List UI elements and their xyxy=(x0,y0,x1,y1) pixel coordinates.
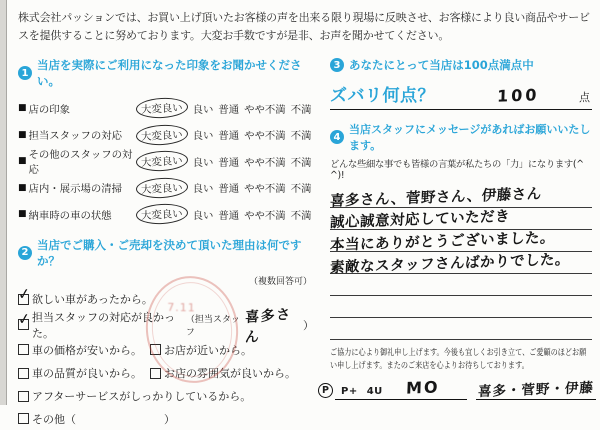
checkbox-item xyxy=(150,342,252,358)
section3-number-badge: 3 xyxy=(330,58,344,72)
checkbox-unchecked xyxy=(150,344,161,355)
score-row xyxy=(330,76,592,110)
square-bullet-icon: ■ xyxy=(18,209,27,220)
rating-row xyxy=(18,201,314,228)
rating-option: 良い xyxy=(192,209,214,222)
left-column xyxy=(18,57,314,430)
checkbox-item xyxy=(18,365,150,381)
rating-label: 納車時の車の状態 xyxy=(28,209,112,222)
code-4u: 4U xyxy=(366,385,383,397)
rating-option: やや不満 xyxy=(244,130,286,143)
rating-option: 不満 xyxy=(290,130,312,143)
section1-number-badge: 1 xyxy=(18,66,32,80)
thanks-text xyxy=(330,347,592,373)
code-handwritten: MO xyxy=(405,376,440,398)
square-bullet-icon: ■ xyxy=(18,103,27,114)
rating-option-excellent-circled: 大変良い xyxy=(136,176,189,199)
checkmark-icon: ✓ xyxy=(16,309,32,329)
rating-option: 普通 xyxy=(218,183,240,196)
checkbox-label: お店が近いから。 xyxy=(164,343,252,357)
section3-header xyxy=(330,57,592,73)
right-column xyxy=(322,57,595,400)
multi-answer-note: （複数回答可） xyxy=(248,276,312,287)
message-line xyxy=(329,251,592,277)
checkbox-unchecked xyxy=(18,391,29,402)
rating-option: 不満 xyxy=(290,103,312,116)
score-value-handwritten: 100 xyxy=(496,85,540,106)
rating-row xyxy=(18,95,314,122)
checkbox-label: 車の品質が良いから。 xyxy=(32,367,142,381)
section3-title: あなたにとって当店は100点満点中 xyxy=(349,58,534,72)
checkbox-unchecked xyxy=(150,368,161,379)
rating-row xyxy=(18,122,314,149)
message-text-handwritten: 喜多さん、菅野さん、伊藤さん xyxy=(329,186,542,210)
checkbox-item xyxy=(150,365,296,381)
staff-signature-group xyxy=(476,378,596,400)
message-area xyxy=(330,186,592,340)
checkmark-icon: ✓ xyxy=(16,283,32,304)
section1-header xyxy=(18,57,314,89)
checkbox-unchecked xyxy=(18,413,29,424)
message-line xyxy=(330,186,592,208)
staff-paren-open: （担当スタッフ xyxy=(185,314,240,338)
rating-option: 良い xyxy=(192,183,214,196)
section4-subtitle: どんな些細な事でも皆様の言葉が私たちの「力」になります(^ ^)! xyxy=(330,159,584,181)
score-question: ズバリ何点？ xyxy=(330,86,435,106)
rating-option: 不満 xyxy=(290,156,312,169)
section2-title: 当店でご購入・ご売却を決めて頂いた理由は何ですか？ xyxy=(37,237,302,268)
footer-code-group xyxy=(335,378,467,400)
square-bullet-icon: ■ xyxy=(18,129,27,140)
checkbox-item xyxy=(18,408,314,430)
checkbox-item xyxy=(18,385,314,408)
section1-title: 当店を実際にご利用になった印象をお聞かせください。 xyxy=(37,58,302,88)
rating-option: やや不満 xyxy=(244,183,286,196)
rating-option: やや不満 xyxy=(244,209,286,222)
square-bullet-icon: ■ xyxy=(18,156,27,167)
section4-number-badge: 4 xyxy=(330,130,344,144)
rating-option: 普通 xyxy=(218,209,240,222)
rating-row xyxy=(18,148,314,175)
rating-option: 普通 xyxy=(218,103,240,116)
rating-option-excellent-circled: 大変良い xyxy=(136,97,189,120)
rating-option: 不満 xyxy=(290,183,312,196)
rating-row xyxy=(18,175,314,202)
message-text-handwritten: 誠心誠意対応していただき xyxy=(329,208,511,232)
left-scan-edge xyxy=(0,0,7,405)
checkbox-unchecked xyxy=(18,368,29,379)
score-unit: 点 xyxy=(579,91,590,104)
rating-label: その他のスタッフの対応 xyxy=(28,149,133,177)
staff-paren-close: ） xyxy=(303,318,314,332)
checkbox-label: お店の雰囲気が良いから。 xyxy=(164,367,296,381)
rating-option: 良い xyxy=(192,156,214,169)
checkbox-item xyxy=(18,342,150,358)
checkbox-label: 担当スタッフの対応が良かった。 xyxy=(32,310,175,340)
message-line xyxy=(330,296,592,318)
checkbox-checked xyxy=(16,309,32,330)
rating-option: やや不満 xyxy=(244,156,286,169)
rating-label: 店内・展示場の清掃 xyxy=(28,183,123,196)
message-line xyxy=(330,318,592,340)
red-stamp-date: 7.11 xyxy=(167,300,196,315)
message-text-handwritten: 本当にありがとうございました。 xyxy=(329,230,556,254)
rating-option: 不満 xyxy=(290,209,312,222)
checkbox-label: アフターサービスがしっかりしているから。 xyxy=(32,390,252,404)
rating-option-excellent-circled: 大変良い xyxy=(136,150,189,173)
section2-header xyxy=(18,237,314,269)
rating-option: やや不満 xyxy=(244,103,286,116)
other-close-paren: ） xyxy=(164,412,175,426)
rating-label: 店の印象 xyxy=(28,103,71,116)
square-bullet-icon: ■ xyxy=(18,182,27,193)
checkbox-unchecked xyxy=(18,344,29,355)
rating-option: 良い xyxy=(192,103,214,116)
section4-title: 当店スタッフにメッセージがあればお願いいたします。 xyxy=(349,123,591,152)
code-p-plus: P+ xyxy=(341,385,358,397)
p-circle-mark: P xyxy=(318,383,333,398)
checkbox-checked xyxy=(16,283,32,305)
section4-header xyxy=(330,121,592,153)
rating-label: 担当スタッフの対応 xyxy=(28,130,123,143)
intro-text: 株式会社パッションでは、お買い上げ頂いたお客様の声を出来る限り現場に反映させ、お客様により良い商品やサービスを提供することに努めております。大変お手数ですが是非、お声を聞かせてください。 xyxy=(18,11,590,42)
rating-option: 良い xyxy=(192,130,214,143)
rating-option-excellent-circled: 大変良い xyxy=(136,123,189,146)
thanks-line: ご協力に心より御礼申し上げます。今後も宜しくお引き立て、ご愛顧のほどお願 xyxy=(330,348,587,358)
thanks-line: い申し上げます。またのご来店を心よりお待ちしております。 xyxy=(330,360,529,371)
checkbox-label: 車の価格が安いから。 xyxy=(32,343,142,357)
footer-row xyxy=(318,378,596,400)
message-text-handwritten: 素敵なスタッフさんばかりでした。 xyxy=(329,251,571,277)
rating-option: 普通 xyxy=(218,156,240,169)
rating-option: 普通 xyxy=(218,130,240,143)
section2-number-badge: 2 xyxy=(18,246,32,260)
checkbox-label: その他（ xyxy=(32,412,76,426)
rating-option-excellent-circled: 大変良い xyxy=(136,203,189,226)
staff-name-handwritten: 喜多さん xyxy=(244,306,292,346)
checkbox-label: 欲しい車があったから。 xyxy=(32,293,153,306)
staff-names-handwritten: 喜多・菅野・伊藤 xyxy=(477,379,595,400)
